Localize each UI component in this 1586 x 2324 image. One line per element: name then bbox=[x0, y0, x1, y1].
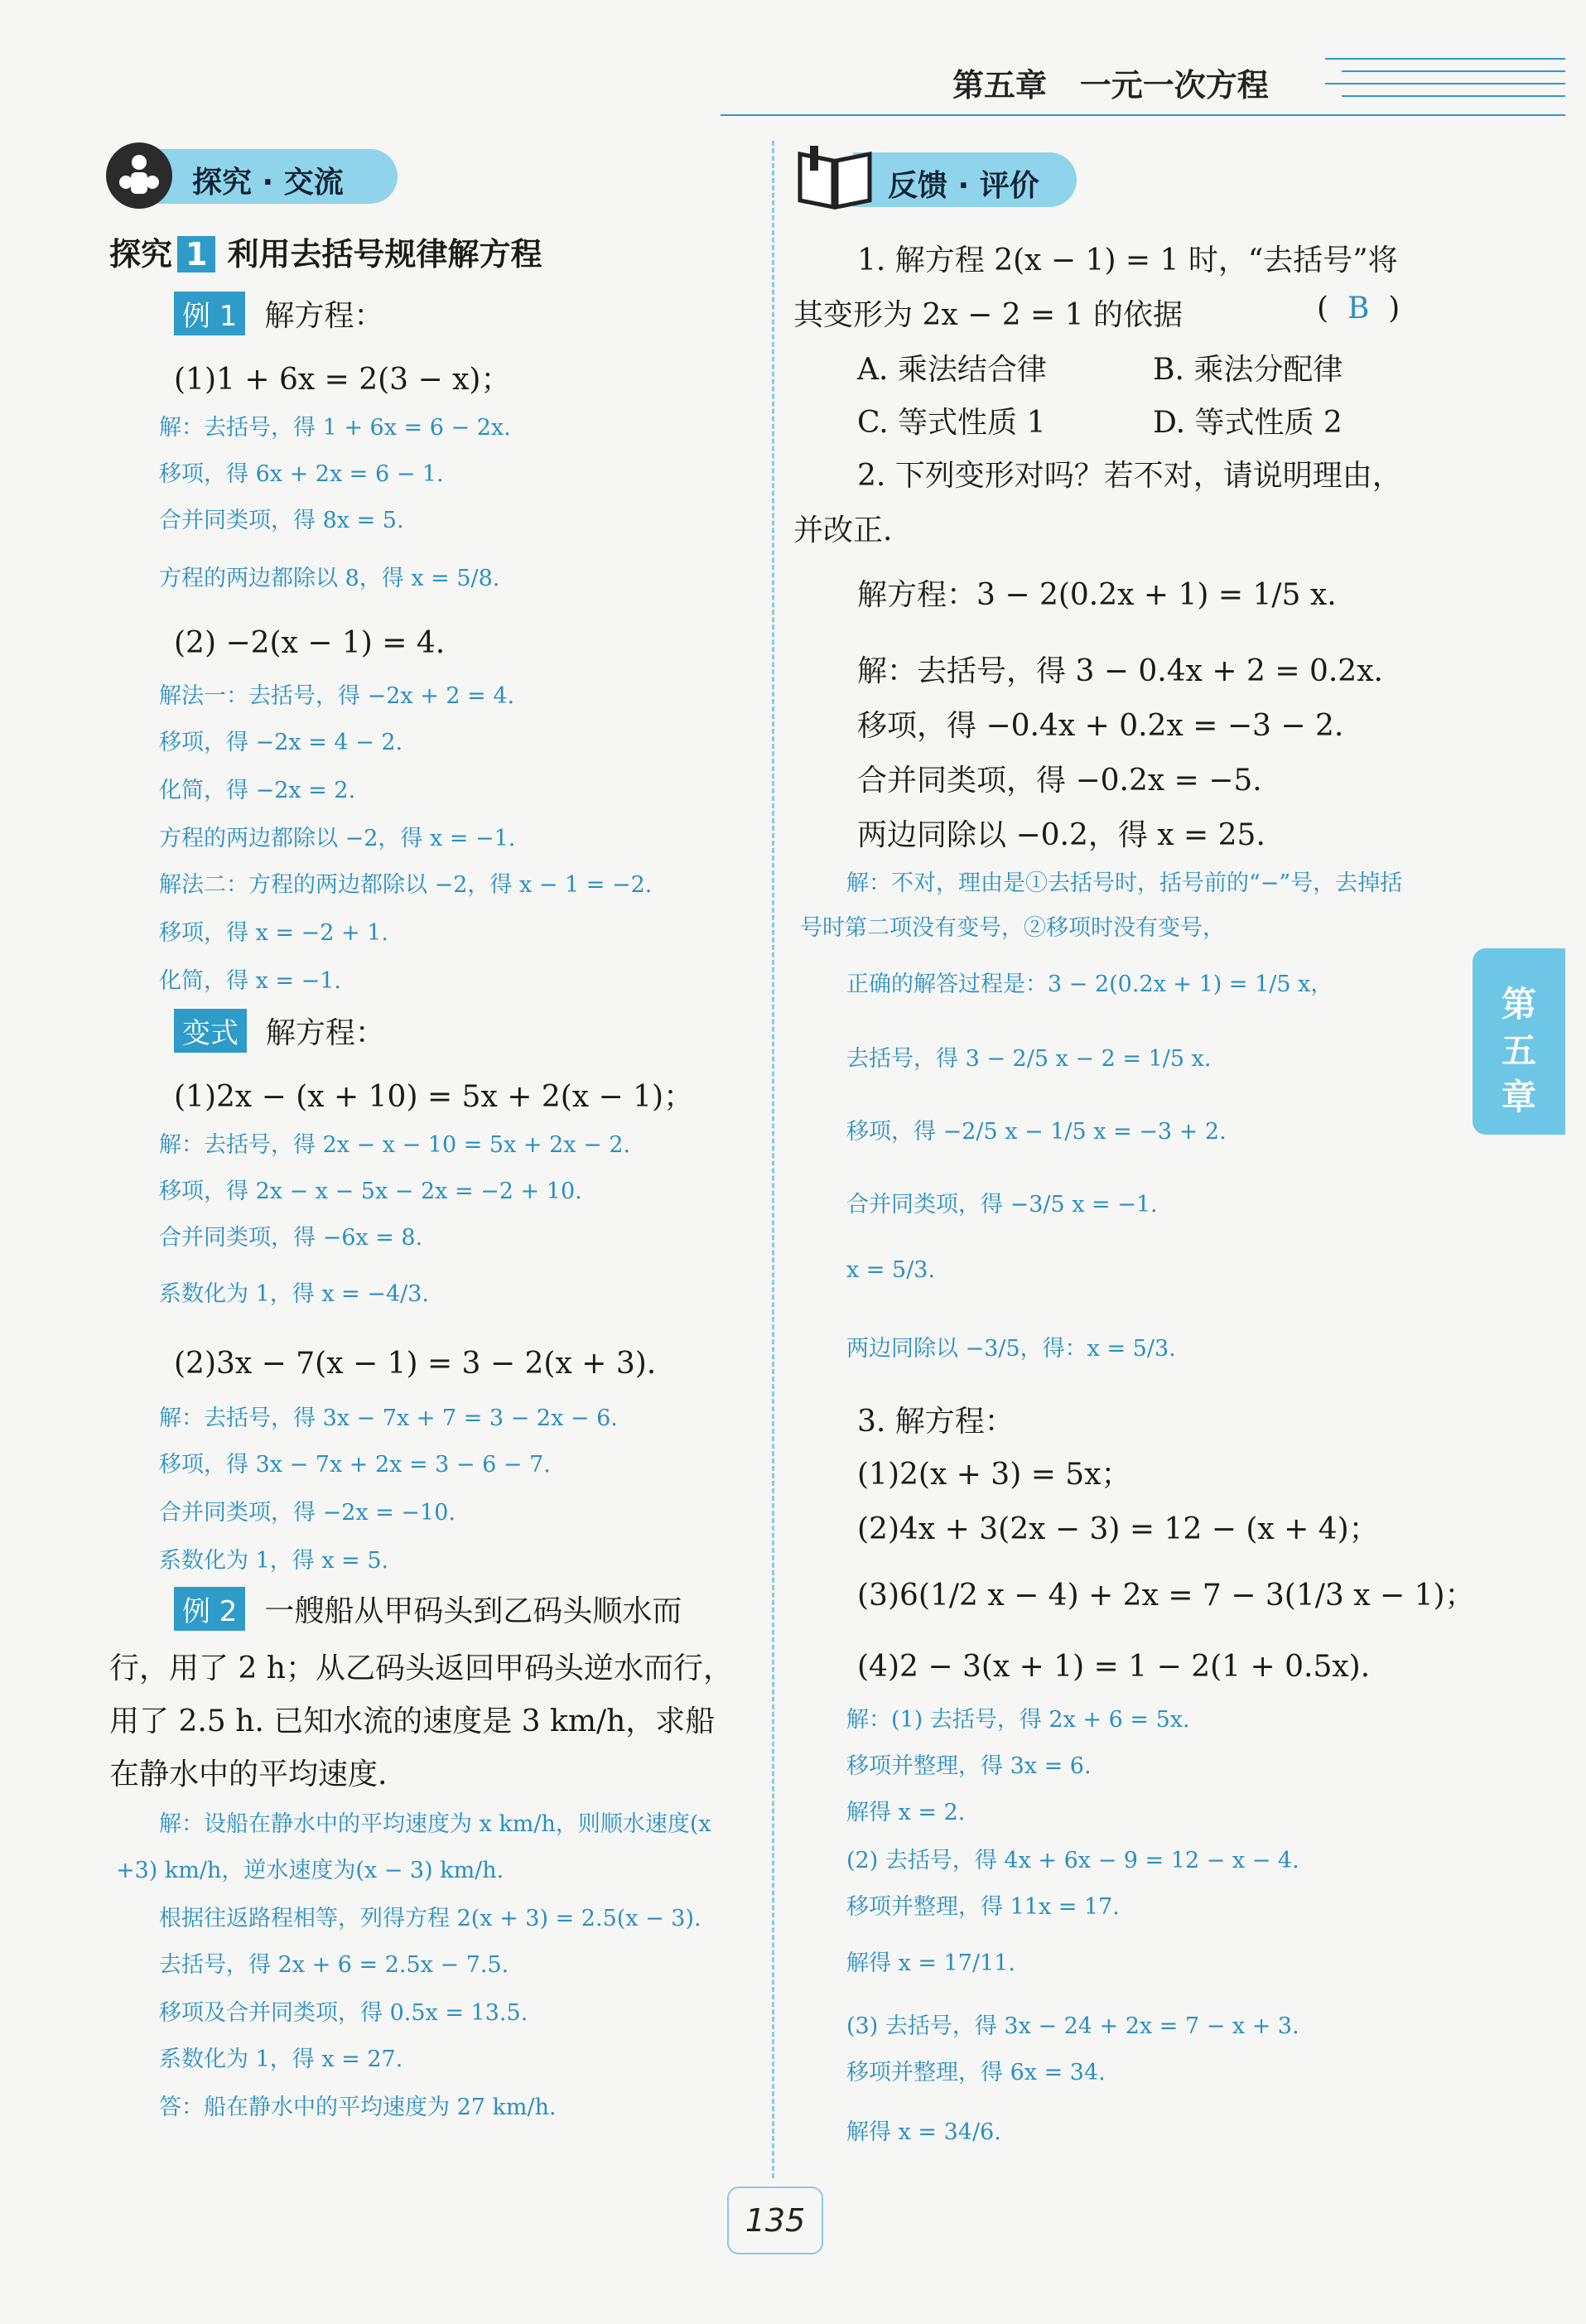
explore-label: 探究 bbox=[109, 236, 173, 272]
solution-line: 合并同类项，得 −3/5 x = −1. bbox=[846, 1192, 1158, 1217]
section-title-feedback: 反馈 · 评价 bbox=[888, 169, 1039, 203]
example-2-first-line bbox=[174, 1587, 682, 1631]
solution-line: 解：不对，理由是①去括号时，括号前的“−”号，去掉括 bbox=[846, 870, 1403, 896]
solution-line: 解法一：去括号，得 −2x + 2 = 4. bbox=[159, 683, 515, 709]
solution-line: 解得 x = 34/6. bbox=[846, 2119, 1001, 2145]
solution-line: 方程的两边都除以 8，得 x = 5/8. bbox=[159, 566, 500, 591]
solution-line: 移项并整理，得 11x = 17. bbox=[846, 1894, 1120, 1920]
variant-header bbox=[174, 1009, 385, 1053]
question-3-item: (3)6(1/2 x − 4) + 2x = 7 − 3(1/3 x − 1)； bbox=[857, 1579, 1475, 1613]
variant-question-2: (2)3x − 7(x − 1) = 3 − 2(x + 3). bbox=[174, 1347, 657, 1381]
solution-line: 移项并整理，得 3x = 6. bbox=[846, 1753, 1092, 1779]
question-1-answer: B bbox=[1347, 292, 1370, 325]
solution-line: 去括号，得 3 − 2/5 x − 2 = 1/5 x. bbox=[846, 1046, 1212, 1072]
solution-line: 方程的两边都除以 −2，得 x = −1. bbox=[159, 826, 516, 851]
chapter-title: 一元一次方程 bbox=[1079, 67, 1269, 104]
solution-line: 化简，得 x = −1. bbox=[159, 968, 341, 994]
chapter-header bbox=[952, 60, 1269, 105]
solution-line: 解法二：方程的两边都除以 −2，得 x − 1 = −2. bbox=[159, 872, 653, 898]
solution-line: 解：设船在静水中的平均速度为 x km/h，则顺水速度(x bbox=[159, 1811, 711, 1837]
example-2-line: 一艘船从甲码头到乙码头顺水而 bbox=[264, 1594, 682, 1628]
side-tab-label: 第五章 bbox=[1501, 984, 1536, 1117]
option-b: B. 乘法分配律 bbox=[1153, 353, 1343, 387]
variant-question-1: (1)2x − (x + 10) = 5x + 2(x − 1)； bbox=[174, 1080, 694, 1114]
example-2-tag: 例 2 bbox=[174, 1587, 245, 1631]
example-1-question-1: (1)1 + 6x = 2(3 − x)； bbox=[174, 363, 511, 397]
question-1-line: 1. 解方程 2(x − 1) = 1 时，“去括号”将 bbox=[857, 243, 1398, 277]
chapter-side-tab[interactable] bbox=[1473, 948, 1565, 1135]
explore-icon bbox=[106, 142, 172, 209]
solution-line: 移项及合并同类项，得 0.5x = 13.5. bbox=[159, 2000, 528, 2026]
solution-line: 移项，得 6x + 2x = 6 − 1. bbox=[159, 461, 444, 487]
solution-line: (3) 去括号，得 3x − 24 + 2x = 7 − x + 3. bbox=[846, 2013, 1299, 2039]
solution-line: 号时第二项没有变号，②移项时没有变号， bbox=[800, 915, 1225, 941]
solution-line: +3) km/h，逆水速度为(x − 3) km/h. bbox=[116, 1858, 504, 1883]
example-1-header bbox=[174, 292, 383, 335]
solution-line: 解：去括号，得 2x − x − 10 = 5x + 2x − 2. bbox=[159, 1132, 631, 1158]
explore-number: 1 bbox=[177, 236, 215, 272]
solution-line: 解得 x = 17/11. bbox=[846, 1950, 1015, 1976]
question-3-item: (2)4x + 3(2x − 3) = 12 − (x + 4)； bbox=[857, 1512, 1379, 1546]
solution-line: x = 5/3. bbox=[846, 1257, 936, 1283]
variant-prompt: 解方程： bbox=[265, 1016, 385, 1050]
variant-tag: 变式 bbox=[174, 1009, 247, 1053]
section-title-explore: 探究 · 交流 bbox=[192, 166, 344, 200]
question-1-answer-brackets: ( B ) bbox=[1317, 292, 1400, 325]
example-1-prompt: 解方程： bbox=[264, 299, 384, 333]
solution-line: 根据往返路程相等，列得方程 2(x + 3) = 2.5(x − 3). bbox=[159, 1906, 701, 1931]
explore-heading bbox=[109, 229, 542, 274]
example-2-line: 行，用了 2 h；从乙码头返回甲码头逆水而行， bbox=[109, 1651, 733, 1685]
column-divider bbox=[772, 141, 774, 2178]
solution-line: 移项，得 x = −2 + 1. bbox=[159, 920, 388, 946]
solution-line: 系数化为 1，得 x = 27. bbox=[159, 2047, 403, 2072]
chapter-label: 第五章 bbox=[952, 67, 1048, 104]
question-2-line: 2. 下列变形对吗？若不对，请说明理由， bbox=[857, 459, 1402, 493]
solution-line: 移项并整理，得 6x = 34. bbox=[846, 2060, 1106, 2085]
solution-line: 合并同类项，得 −6x = 8. bbox=[159, 1225, 423, 1251]
example-1-tag: 例 1 bbox=[174, 292, 245, 335]
solution-line: 化简，得 −2x = 2. bbox=[159, 778, 356, 803]
question-2-step: 两边同除以 −0.2，得 x = 25. bbox=[857, 818, 1265, 852]
solution-line: 移项，得 3x − 7x + 2x = 3 − 6 − 7. bbox=[159, 1452, 551, 1478]
solution-line: 答：船在静水中的平均速度为 27 km/h. bbox=[159, 2095, 557, 2120]
solution-line: 解：(1) 去括号，得 2x + 6 = 5x. bbox=[846, 1707, 1190, 1733]
question-2-line: 并改正. bbox=[793, 513, 893, 547]
question-3-item: (4)2 − 3(x + 1) = 1 − 2(1 + 0.5x). bbox=[857, 1650, 1371, 1684]
example-1-question-2: (2) −2(x − 1) = 4. bbox=[174, 626, 446, 660]
solution-line: 移项，得 −2/5 x − 1/5 x = −3 + 2. bbox=[846, 1119, 1227, 1145]
question-1-line: 其变形为 2x − 2 = 1 的依据 bbox=[793, 298, 1183, 332]
example-2-line: 用了 2.5 h. 已知水流的速度是 3 km/h，求船 bbox=[109, 1704, 716, 1738]
option-c: C. 等式性质 1 bbox=[857, 406, 1046, 440]
question-2-step: 解：去括号，得 3 − 0.4x + 2 = 0.2x. bbox=[857, 654, 1383, 688]
page-number: 135 bbox=[727, 2187, 823, 2254]
explore-title: 利用去括号规律解方程 bbox=[227, 236, 542, 272]
solution-line: 解：去括号，得 3x − 7x + 7 = 3 − 2x − 6. bbox=[159, 1405, 618, 1431]
example-2-line: 在静水中的平均速度. bbox=[109, 1757, 388, 1791]
question-3-item: (1)2(x + 3) = 5x； bbox=[857, 1458, 1131, 1492]
question-2-step: 移项，得 −0.4x + 0.2x = −3 − 2. bbox=[857, 709, 1344, 743]
option-d: D. 等式性质 2 bbox=[1153, 406, 1343, 440]
solution-line: 解：去括号，得 1 + 6x = 6 − 2x. bbox=[159, 415, 511, 441]
solution-line: 系数化为 1，得 x = 5. bbox=[159, 1548, 389, 1574]
solution-line: 解得 x = 2. bbox=[846, 1800, 966, 1825]
solution-line: 系数化为 1，得 x = −4/3. bbox=[159, 1281, 430, 1307]
question-2-equation: 解方程：3 − 2(0.2x + 1) = 1/5 x. bbox=[857, 578, 1337, 612]
question-3-title: 3. 解方程： bbox=[857, 1405, 1015, 1439]
solution-line: 两边同除以 −3/5，得：x = 5/3. bbox=[846, 1336, 1176, 1362]
question-2-step: 合并同类项，得 −0.2x = −5. bbox=[857, 764, 1262, 798]
solution-line: 合并同类项，得 −2x = −10. bbox=[159, 1500, 456, 1526]
book-icon bbox=[793, 142, 876, 212]
solution-line: 正确的解答过程是：3 − 2(0.2x + 1) = 1/5 x， bbox=[846, 972, 1333, 997]
solution-line: 移项，得 2x − x − 5x − 2x = −2 + 10. bbox=[159, 1179, 582, 1204]
solution-line: (2) 去括号，得 4x + 6x − 9 = 12 − x − 4. bbox=[846, 1848, 1299, 1873]
solution-line: 合并同类项，得 8x = 5. bbox=[159, 508, 404, 533]
solution-line: 去括号，得 2x + 6 = 2.5x − 7.5. bbox=[159, 1952, 509, 1978]
solution-line: 移项，得 −2x = 4 − 2. bbox=[159, 730, 403, 755]
option-a: A. 乘法结合律 bbox=[857, 353, 1047, 387]
